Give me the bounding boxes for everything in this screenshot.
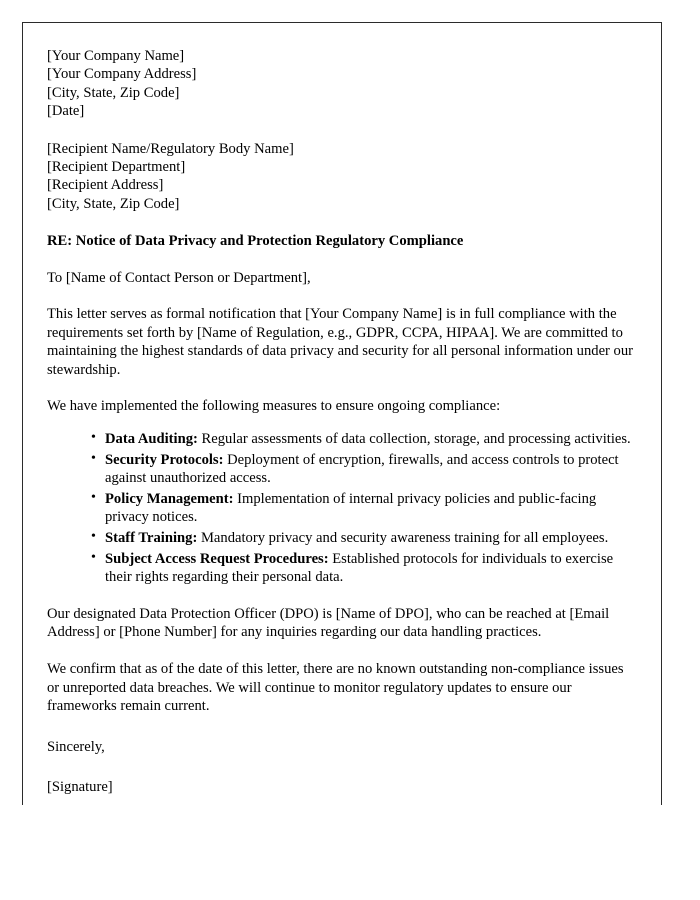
list-item xyxy=(91,529,635,548)
sender-line: [Date] xyxy=(47,103,85,120)
measure-term: Security Protocols: xyxy=(105,451,224,468)
measure-term: Subject Access Request Procedures: xyxy=(105,550,329,567)
measure-description: Established protocols for individuals to exercise their rights regarding their personal data. xyxy=(105,550,614,586)
closing-line: Sincerely, xyxy=(47,738,105,755)
measure-description: Regular assessments of data collection, storage, and processing activities. xyxy=(197,431,631,448)
list-item xyxy=(91,490,635,527)
paragraph-dpo: Our designated Data Protection Officer (DPO) is [Name of DPO], who can be reached at [Email Address] or [Phone Number] for any inquiries regarding our data handling practices. xyxy=(47,605,610,641)
measure-term: Policy Management: xyxy=(105,490,234,507)
measure-term: Staff Training: xyxy=(105,530,198,546)
recipient-line: [Recipient Address] xyxy=(47,177,164,194)
recipient-line: [Recipient Name/Regulatory Body Name] xyxy=(47,140,294,157)
measure-description: Implementation of internal privacy policies and public-facing privacy notices. xyxy=(105,490,597,526)
list-item xyxy=(91,430,635,449)
signature-line: [Signature] xyxy=(47,779,113,796)
sender-line: [Your Company Address] xyxy=(47,66,197,83)
subject-line: RE: Notice of Data Privacy and Protection Regulatory Compliance xyxy=(47,233,464,250)
measure-term: Data Auditing: xyxy=(105,431,198,448)
recipient-line: [Recipient Department] xyxy=(47,159,186,176)
measures-list xyxy=(47,430,635,587)
sender-line: [City, State, Zip Code] xyxy=(47,84,180,101)
list-item xyxy=(91,451,635,488)
document-body xyxy=(23,23,661,797)
recipient-line: [City, State, Zip Code] xyxy=(47,195,180,212)
paragraph-measures-lead: We have implemented the following measures to ensure ongoing compliance: xyxy=(47,398,501,415)
paragraph-introduction: This letter serves as formal notification that [Your Company Name] is in full compliance with the requirements set forth by [Name of Regulation, e.g., GDPR, CCPA, HIPAA]. We are committed to maintaining the highest standards of data privacy and security for all personal information under our stewardship. xyxy=(47,306,634,378)
sender-line: [Your Company Name] xyxy=(47,48,185,64)
measure-description: Mandatory privacy and security awareness training for all employees. xyxy=(197,530,609,546)
paragraph-confirmation: We confirm that as of the date of this letter, there are no known outstanding non-compliance issues or unreported data breaches. We will continue to monitor regulatory updates to ensure our frameworks remain current. xyxy=(47,660,624,715)
list-item xyxy=(91,550,635,587)
salutation-line: To [Name of Contact Person or Department], xyxy=(47,269,311,286)
measure-description: Deployment of encryption, firewalls, and access controls to protect against unauthorized access. xyxy=(105,451,619,487)
block-spacer xyxy=(47,121,635,140)
recipient-address-block xyxy=(47,140,635,214)
sender-address-block xyxy=(47,47,635,121)
document-page xyxy=(22,22,662,805)
